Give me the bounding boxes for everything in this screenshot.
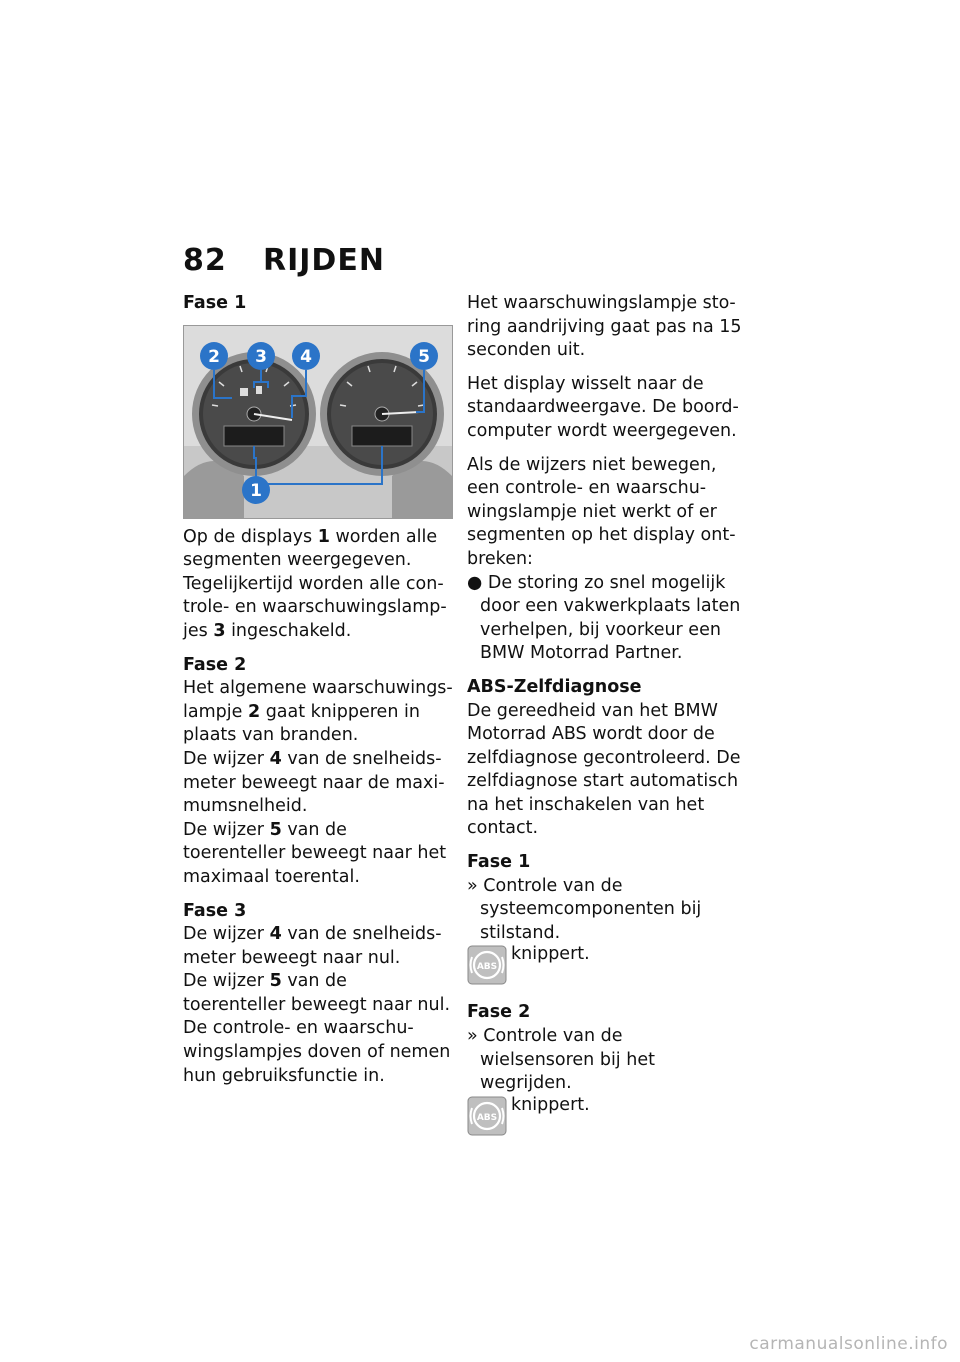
- callout-2: 2: [208, 346, 220, 367]
- abs-fase1-step: [467, 875, 742, 946]
- ref-number: 3: [213, 620, 226, 641]
- text-run: gaat knipperen in plaats van branden.: [183, 701, 420, 746]
- abs-fase2-step: [467, 1025, 742, 1096]
- step-arrow-icon: »: [467, 1026, 478, 1047]
- abs-fase2-heading: Fase 2: [467, 1002, 531, 1023]
- text-run: van de snelheidsmeter beweegt naar nul.: [183, 924, 442, 968]
- abs-icon-label: ABS: [476, 962, 498, 973]
- callout-5: 5: [418, 346, 430, 367]
- instrument-cluster-illustration: [184, 326, 452, 518]
- bullet-dot-icon: ●: [467, 572, 483, 593]
- text-run: De wijzer: [183, 924, 270, 945]
- text-run: Het algemene waarschuwingslampje: [183, 678, 453, 722]
- bullet-text: De storing zo snel mogelijk door een vakwerkplaats laten verhelpen, bij voorkeur een BMW Motorrad Partner.: [480, 572, 741, 664]
- fase3-paragraph-a: [183, 923, 453, 970]
- text-run: van de toerenteller beweegt naar nul.: [183, 971, 451, 1015]
- right-column: [467, 292, 742, 1142]
- ref-number: 4: [269, 748, 282, 769]
- fase2-paragraph-c: [183, 819, 453, 890]
- abs-fase1-heading: Fase 1: [467, 852, 531, 873]
- fase1-paragraph: [183, 526, 453, 644]
- fase2-paragraph-b: [183, 748, 453, 819]
- step-text: Controle van de systeemcomponenten bij stilstand.: [480, 875, 702, 943]
- fase3-paragraph-c: De controle- en waarschuwingslampjes doven of nemen hun gebruiksfunctie in.: [183, 1018, 451, 1086]
- text-run: Op de displays: [183, 526, 318, 547]
- display-paragraph: Het display wisselt naar de standaardweergave. De boordcomputer wordt weergegeven.: [467, 373, 739, 441]
- abs-fase2-indicator: [467, 1096, 742, 1142]
- text-run: De wijzer: [183, 748, 270, 769]
- ref-number: 4: [269, 924, 282, 945]
- callout-4: 4: [300, 346, 312, 367]
- fase1-heading: Fase 1: [183, 293, 247, 313]
- text-run: van de toerenteller beweegt naar het maximaal toerental.: [183, 819, 447, 887]
- text-run: van de snelheidsmeter beweegt naar de maximumsnelheid.: [183, 748, 445, 817]
- step-arrow-icon: »: [467, 875, 478, 896]
- abs-warning-icon: [467, 1096, 507, 1136]
- fase3-paragraph-b: [183, 970, 453, 1017]
- fase2-heading: Fase 2: [183, 654, 247, 675]
- text-run: worden alle segmenten weergegeven. Tegelijkertijd worden alle controle- en waarschuwingslampjes: [183, 526, 447, 641]
- step-text: Controle van de wielsensoren bij het wegrijden.: [480, 1026, 655, 1094]
- page-number: 82: [183, 243, 227, 278]
- ref-number: 2: [247, 701, 261, 722]
- callout-3: 3: [255, 346, 267, 367]
- page-header: [183, 243, 385, 278]
- storing-paragraph: Het waarschuwingslampje storing aandrijving gaat pas na 15 seconden uit.: [467, 293, 742, 361]
- bullet-item: [467, 572, 742, 666]
- text-run: De wijzer: [183, 819, 270, 840]
- fase2-paragraph-a: [183, 677, 453, 748]
- fase3-heading: Fase 3: [183, 900, 247, 921]
- fault-paragraph: Als de wijzers niet bewegen, een controle- en waarschuwingslampje niet werkt of er segmenten op het display ontbreken:: [467, 454, 736, 569]
- ref-number: 5: [269, 971, 282, 992]
- abs-fase1-indicator: [467, 945, 742, 991]
- text-run: ingeschakeld.: [225, 620, 352, 641]
- ref-number: 1: [317, 526, 330, 547]
- abs-heading: ABS-Zelfdiagnose: [467, 676, 642, 697]
- abs-paragraph: De gereedheid van het BMW Motorrad ABS wordt door de zelfdiagnose gecontroleerd. De zelfdiagnose start automatisch na het inschakelen van het contact.: [467, 700, 741, 839]
- instrument-cluster-figure: [183, 325, 453, 519]
- callout-1: 1: [250, 480, 262, 501]
- blink-text: knippert.: [511, 944, 590, 965]
- ref-number: 5: [269, 819, 282, 840]
- text-run: De wijzer: [183, 971, 270, 992]
- left-column: [183, 292, 453, 1088]
- chapter-title: RIJDEN: [263, 243, 385, 278]
- abs-warning-icon: [467, 945, 507, 985]
- watermark: carmanualsonline.info: [749, 1334, 948, 1354]
- blink-text: knippert.: [511, 1094, 590, 1115]
- abs-icon-label: ABS: [476, 1112, 498, 1123]
